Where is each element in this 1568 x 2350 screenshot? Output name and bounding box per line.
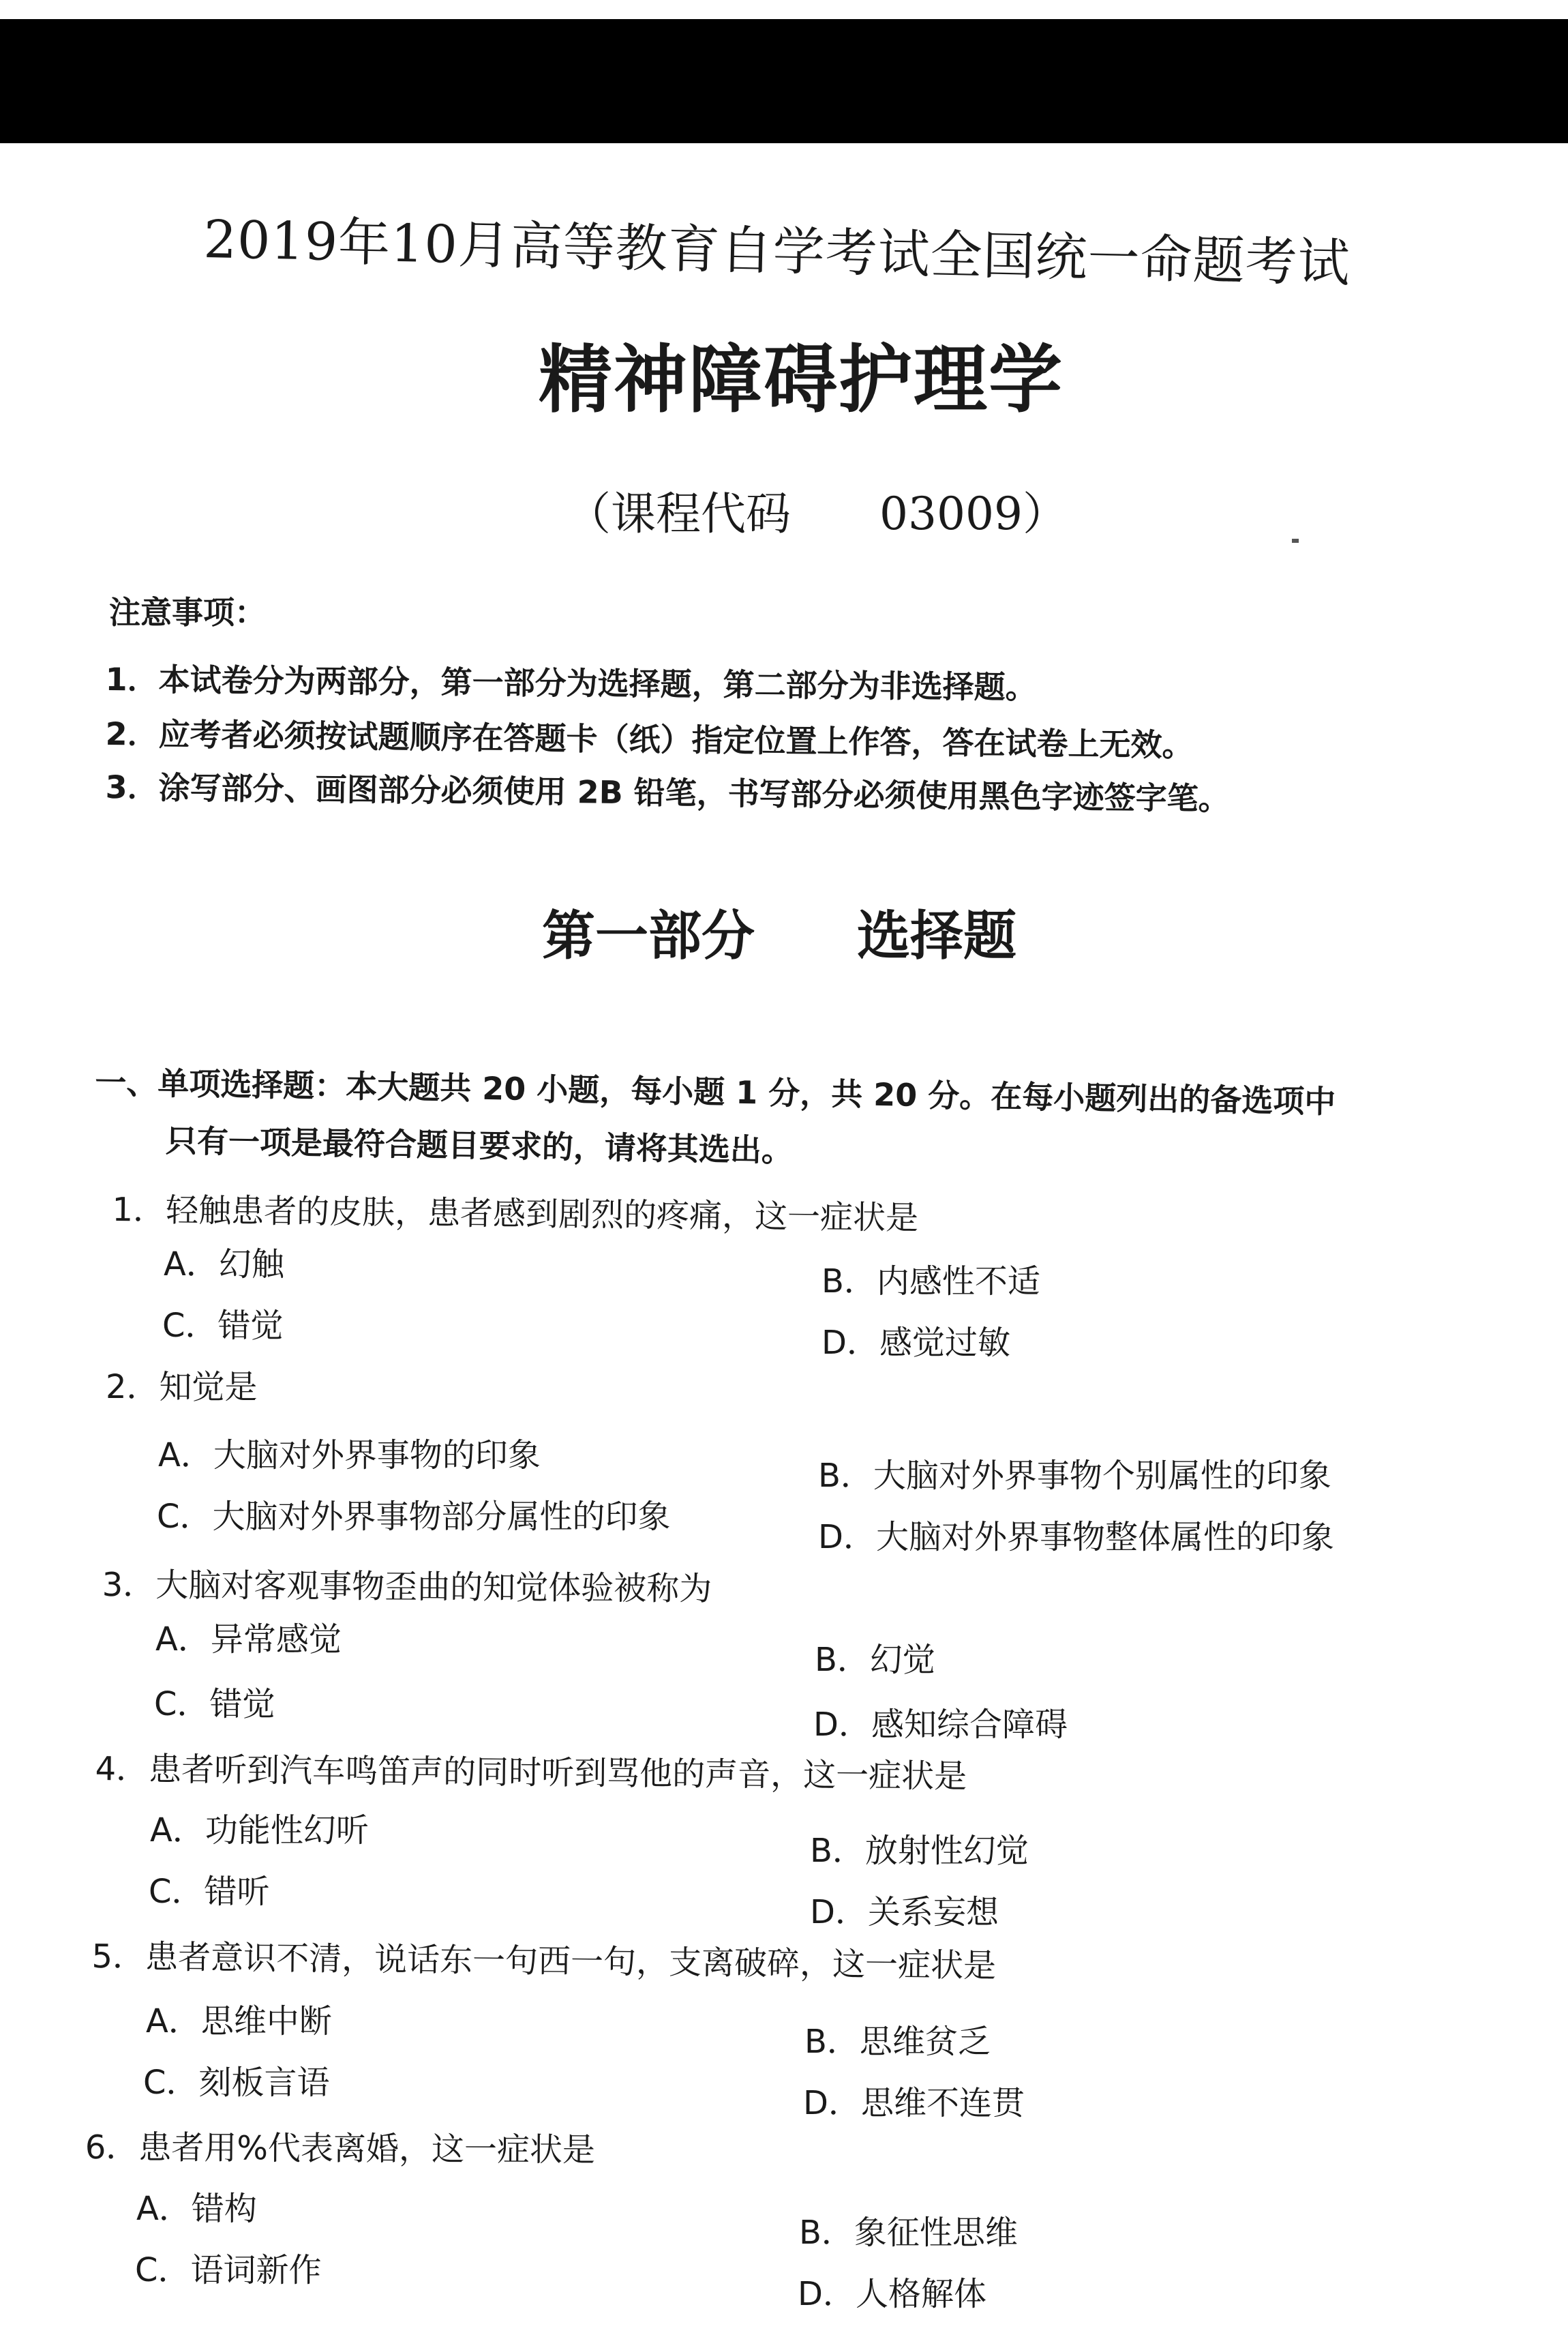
section-intro-line1: 一、单项选择题：本大题共 20 小题，每小题 1 分，共 20 分。在每小题列出的备选项中: [94, 1063, 1336, 1120]
course-code-value: 03009）: [879, 488, 1068, 540]
option-d: D．感知综合障碍: [813, 1706, 1068, 1744]
option-a: A．功能性幻听: [150, 1811, 369, 1849]
notice-item: 3．涂写部分、画图部分必须使用 2B 铅笔，书写部分必须使用黑色字迹签字笔。: [105, 768, 1230, 818]
section-intro-line2: 只有一项是最符合题目要求的，请将其选出。: [165, 1122, 794, 1170]
option-a: A．异常感觉: [155, 1620, 342, 1659]
notice-item: 2．应考者必须按试题顺序在答题卡（纸）指定位置上作答，答在试卷上无效。: [105, 715, 1194, 764]
notice-title: 注意事项：: [109, 594, 266, 631]
part-title: 第一部分: [542, 906, 755, 967]
question-stem: 1．轻触患者的皮肤，患者感到剧烈的疼痛，这一症状是: [112, 1190, 919, 1238]
question-stem: 6．患者用%代表离婚，这一症状是: [85, 2128, 596, 2169]
option-d: D．思维不连贯: [803, 2084, 1025, 2122]
option-a: A．思维中断: [146, 2002, 332, 2040]
option-d: D．大脑对外界事物整体属性的印象: [818, 1518, 1334, 1556]
subject-title: 精神障碍护理学: [539, 338, 1064, 423]
option-b: B．大脑对外界事物个别属性的印象: [818, 1457, 1331, 1495]
course-code: [566, 477, 1068, 542]
option-b: B．幻觉: [815, 1641, 935, 1679]
option-b: B．放射性幻觉: [810, 1832, 1029, 1870]
section-instructions: [93, 1054, 1336, 1188]
question-stem: 5．患者意识不清，说话东一句西一句，支离破碎，这一症状是: [91, 1937, 997, 1985]
option-d: D．人格解体: [798, 2275, 986, 2313]
option-c: C．语词新作: [135, 2251, 322, 2289]
option-c: C．错觉: [162, 1307, 284, 1345]
exam-title: 2019年10月高等教育自学考试全国统一命题考试: [202, 208, 1351, 294]
course-code-label: （课程代码: [566, 488, 791, 540]
option-c: C．错觉: [154, 1685, 275, 1723]
question-stem: 2．知觉是: [106, 1368, 258, 1406]
scan-speck: [1292, 539, 1299, 543]
notice-item: 1．本试卷分为两部分，第一部分为选择题，第二部分为非选择题。: [105, 660, 1037, 706]
part-heading: [542, 893, 1016, 970]
option-b: B．思维贫乏: [804, 2023, 991, 2061]
option-c: C．刻板言语: [143, 2064, 330, 2102]
question-stem: 3．大脑对客观事物歪曲的知觉体验被称为: [102, 1565, 712, 1609]
question-stem: 4．患者听到汽车鸣笛声的同时听到骂他的声音，这一症状是: [95, 1749, 967, 1796]
option-a: A．错构: [136, 2190, 257, 2228]
option-d: D．关系妄想: [810, 1893, 999, 1931]
part-subtitle: 选择题: [857, 906, 1017, 967]
option-a: A．幻触: [164, 1245, 284, 1283]
option-c: C．大脑对外界事物部分属性的印象: [157, 1498, 671, 1536]
option-c: C．错听: [149, 1873, 270, 1911]
option-b: B．象征性思维: [799, 2214, 1018, 2252]
option-b: B．内感性不适: [821, 1262, 1040, 1300]
option-d: D．感觉过敏: [821, 1324, 1010, 1362]
redaction-bar: [0, 19, 1568, 143]
option-a: A．大脑对外界事物的印象: [158, 1436, 541, 1474]
